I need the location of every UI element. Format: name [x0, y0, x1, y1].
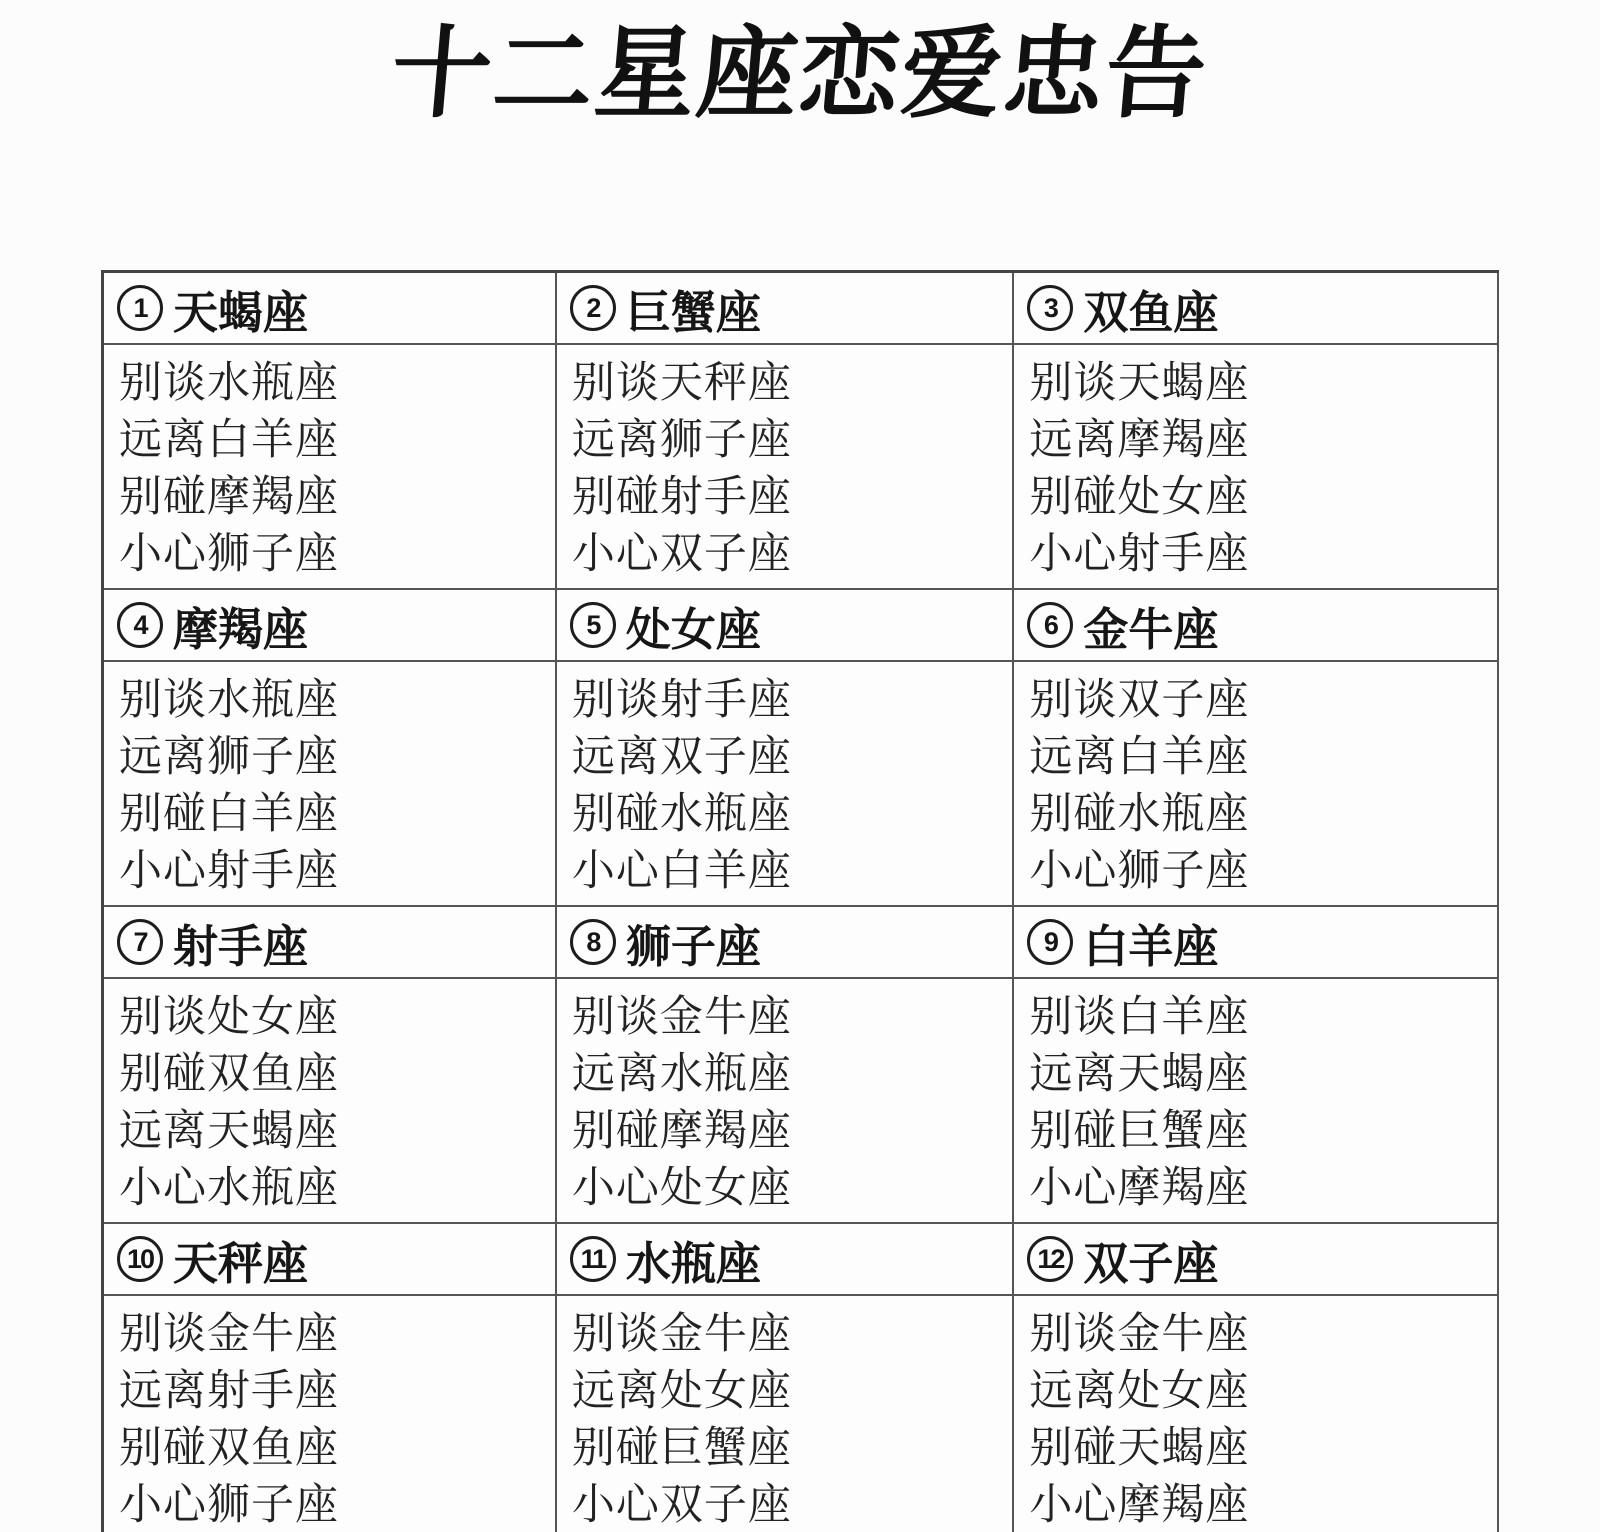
zodiac-sign-name: 天秤座 [173, 1237, 309, 1289]
zodiac-cell-header [104, 1224, 555, 1296]
zodiac-cell [104, 273, 557, 590]
advice-line: 别谈天蝎座 [1029, 359, 1250, 407]
circled-number-icon: 10 [117, 1236, 163, 1282]
page-title: 十二星座恋爱忠告 [386, 18, 1213, 130]
zodiac-advice-list [557, 662, 1012, 905]
zodiac-cell [104, 1224, 557, 1532]
advice-line: 别谈金牛座 [571, 1310, 792, 1358]
circled-number-icon: 3 [1027, 285, 1073, 331]
advice-line: 远离白羊座 [119, 416, 339, 464]
zodiac-cell [1014, 273, 1499, 590]
zodiac-cell [557, 907, 1014, 1224]
zodiac-cell-header [1014, 907, 1497, 979]
advice-line: 小心狮子座 [119, 1481, 339, 1529]
zodiac-advice-list [557, 345, 1012, 588]
advice-line: 别谈白羊座 [1029, 993, 1250, 1041]
zodiac-cell [1014, 907, 1499, 1224]
zodiac-advice-list [104, 979, 555, 1222]
zodiac-cell-header [104, 590, 555, 662]
zodiac-sign-name: 双子座 [1083, 1237, 1219, 1289]
advice-line: 别谈处女座 [119, 993, 339, 1041]
zodiac-cell-header [1014, 590, 1497, 662]
zodiac-cell [1014, 590, 1499, 907]
circled-number-icon: 6 [1027, 602, 1073, 648]
circled-number-icon: 7 [117, 919, 163, 965]
zodiac-cell [557, 590, 1014, 907]
zodiac-cell [557, 1224, 1014, 1532]
advice-line: 小心水瓶座 [119, 1164, 339, 1212]
advice-line: 小心双子座 [571, 1481, 792, 1529]
zodiac-cell-header [104, 273, 555, 345]
zodiac-sign-name: 处女座 [625, 603, 761, 655]
advice-line: 远离双子座 [571, 733, 792, 781]
circled-number-icon: 9 [1027, 919, 1073, 965]
advice-line: 别碰白羊座 [119, 790, 339, 838]
advice-line: 别碰双鱼座 [119, 1424, 339, 1472]
zodiac-cell-header [557, 273, 1012, 345]
zodiac-sign-name: 水瓶座 [625, 1237, 761, 1289]
zodiac-sign-name: 巨蟹座 [625, 286, 761, 338]
zodiac-advice-list [1014, 979, 1497, 1222]
zodiac-cell [557, 273, 1014, 590]
advice-line: 别谈金牛座 [1029, 1310, 1250, 1358]
advice-line: 别谈水瓶座 [119, 359, 339, 407]
advice-line: 远离水瓶座 [571, 1050, 792, 1098]
zodiac-advice-list [1014, 345, 1497, 588]
zodiac-sign-name: 摩羯座 [173, 603, 309, 655]
zodiac-sign-name: 金牛座 [1083, 603, 1219, 655]
zodiac-cell-header [557, 590, 1012, 662]
advice-line: 远离天蝎座 [1029, 1050, 1250, 1098]
advice-line: 小心射手座 [1029, 530, 1250, 578]
zodiac-advice-list [557, 979, 1012, 1222]
zodiac-advice-list [1014, 662, 1497, 905]
zodiac-advice-list [104, 345, 555, 588]
advice-line: 远离天蝎座 [119, 1107, 339, 1155]
zodiac-sign-name: 白羊座 [1083, 920, 1219, 972]
advice-line: 小心白羊座 [571, 847, 792, 895]
zodiac-advice-table [101, 270, 1499, 1532]
circled-number-icon: 5 [570, 602, 616, 648]
zodiac-advice-list [1014, 1296, 1497, 1532]
circled-number-icon: 4 [117, 602, 163, 648]
zodiac-cell-header [1014, 1224, 1497, 1296]
advice-line: 远离狮子座 [119, 733, 339, 781]
zodiac-advice-list [104, 662, 555, 905]
zodiac-cell [104, 907, 557, 1224]
advice-line: 别谈金牛座 [571, 993, 792, 1041]
advice-line: 别碰射手座 [571, 473, 792, 521]
advice-line: 别碰水瓶座 [571, 790, 792, 838]
advice-line: 别碰天蝎座 [1029, 1424, 1250, 1472]
zodiac-advice-list [557, 1296, 1012, 1532]
advice-line: 小心射手座 [119, 847, 339, 895]
zodiac-cell-header [104, 907, 555, 979]
advice-line: 小心摩羯座 [1029, 1164, 1250, 1212]
advice-line: 远离处女座 [1029, 1367, 1250, 1415]
advice-line: 别谈双子座 [1029, 676, 1250, 724]
zodiac-cell-header [1014, 273, 1497, 345]
advice-line: 远离摩羯座 [1029, 416, 1250, 464]
zodiac-advice-list [104, 1296, 555, 1532]
advice-line: 小心狮子座 [1029, 847, 1250, 895]
advice-line: 远离白羊座 [1029, 733, 1250, 781]
advice-line: 小心摩羯座 [1029, 1481, 1250, 1529]
advice-line: 小心处女座 [571, 1164, 792, 1212]
advice-line: 小心双子座 [571, 530, 792, 578]
advice-line: 别碰双鱼座 [119, 1050, 339, 1098]
advice-line: 别碰摩羯座 [571, 1107, 792, 1155]
circled-number-icon: 1 [117, 285, 163, 331]
circled-number-icon: 12 [1027, 1236, 1073, 1282]
zodiac-cell [104, 590, 557, 907]
zodiac-sign-name: 狮子座 [625, 920, 761, 972]
advice-line: 别碰水瓶座 [1029, 790, 1250, 838]
zodiac-cell-header [557, 907, 1012, 979]
circled-number-icon: 2 [570, 285, 616, 331]
advice-line: 别谈水瓶座 [119, 676, 339, 724]
zodiac-sign-name: 射手座 [173, 920, 309, 972]
advice-line: 别谈射手座 [571, 676, 792, 724]
advice-line: 别碰巨蟹座 [571, 1424, 792, 1472]
zodiac-cell [1014, 1224, 1499, 1532]
advice-line: 远离射手座 [119, 1367, 339, 1415]
advice-line: 别碰处女座 [1029, 473, 1250, 521]
zodiac-sign-name: 双鱼座 [1083, 286, 1219, 338]
advice-line: 小心狮子座 [119, 530, 339, 578]
advice-line: 别谈天秤座 [571, 359, 792, 407]
zodiac-sign-name: 天蝎座 [173, 286, 309, 338]
advice-line: 别碰巨蟹座 [1029, 1107, 1250, 1155]
advice-line: 别谈金牛座 [119, 1310, 339, 1358]
circled-number-icon: 11 [570, 1236, 616, 1282]
advice-line: 别碰摩羯座 [119, 473, 339, 521]
advice-line: 远离处女座 [571, 1367, 792, 1415]
circled-number-icon: 8 [570, 919, 616, 965]
advice-line: 远离狮子座 [571, 416, 792, 464]
zodiac-cell-header [557, 1224, 1012, 1296]
